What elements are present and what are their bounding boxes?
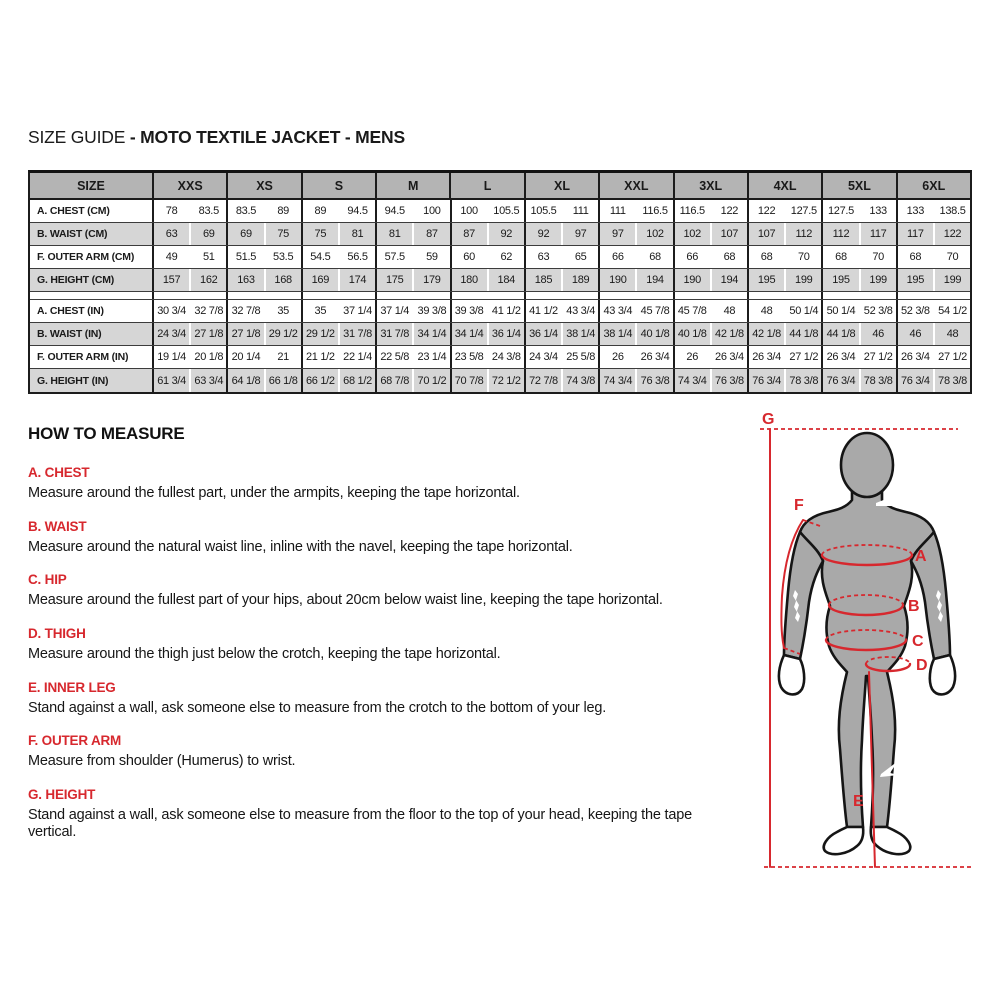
table-cell: 75 [264,223,301,245]
table-cell: 87 [450,223,487,245]
table-cell: 117 [896,223,933,245]
table-cell: 92 [487,223,524,245]
size-column-header: XXL [598,173,672,198]
table-cell: 199 [859,269,896,291]
table-corner-label: SIZE [77,178,105,193]
table-cell: 107 [747,223,784,245]
table-cell: 27 1/2 [933,346,970,368]
spacer-cell [673,292,710,299]
table-cell: 184 [487,269,524,291]
table-cell: 180 [450,269,487,291]
table-cell: 195 [896,269,933,291]
table-row [30,300,970,323]
right-hand [930,655,955,694]
table-cell: 195 [821,269,858,291]
table-cell: 50 1/4 [784,300,821,322]
row-label: A. CHEST (IN) [37,305,104,317]
table-cell: 44 1/8 [784,323,821,345]
table-cell: 32 7/8 [226,300,263,322]
table-cell: 19 1/4 [152,346,189,368]
table-cell: 68 [821,246,858,268]
spacer-cell [598,292,635,299]
how-to-measure-section [28,424,736,857]
table-cell: 26 [673,346,710,368]
table-cell: 78 3/8 [933,369,970,392]
table-cell: 94.5 [375,200,412,222]
figure-label-hip: C [912,633,924,650]
table-cell: 112 [821,223,858,245]
measure-item-description: Measure from shoulder (Humerus) to wrist. [28,753,296,770]
table-cell: 169 [301,269,338,291]
table-cell: 37 1/4 [375,300,412,322]
table-cell: 68 7/8 [375,369,412,392]
table-cell: 122 [710,200,747,222]
measure-item-description: Measure around the fullest part, under the armpits, keeping the tape horizontal. [28,485,520,501]
table-cell: 111 [598,200,635,222]
table-cell: 46 [859,323,896,345]
table-cell: 27 1/8 [226,323,263,345]
spacer-cell [784,292,821,299]
table-cell: 20 1/4 [226,346,263,368]
left-foot [824,827,864,854]
measure-item-description: Measure around the thigh just below the crotch, keeping the tape horizontal. [28,646,501,663]
table-cell: 29 1/2 [301,323,338,345]
table-cell: 127.5 [784,200,821,222]
table-cell: 70 [859,246,896,268]
spacer-cell [189,292,226,299]
table-cell: 97 [561,223,598,245]
table-cell: 112 [784,223,821,245]
table-cell: 83.5 [189,200,226,222]
table-cell: 54 1/2 [933,300,970,322]
spacer-cell [561,292,598,299]
table-cell: 78 3/8 [784,369,821,392]
measure-item-height [28,787,736,840]
table-cell: 105.5 [487,200,524,222]
table-row [30,369,970,392]
measure-item-chest [28,465,736,502]
table-cell: 68 [710,246,747,268]
table-cell: 37 1/4 [338,300,375,322]
table-cell: 53.5 [264,246,301,268]
table-cell: 26 3/4 [635,346,672,368]
spacer-cell [264,292,301,299]
measure-item-description: Measure around the natural waist line, inline with the navel, keeping the tape horizontal. [28,538,573,555]
spacer-cell [524,292,561,299]
table-cell: 75 [301,223,338,245]
table-cell: 100 [450,200,487,222]
spacer-cell [301,292,338,299]
figure-label-chest: A [915,548,927,565]
table-cell: 24 3/4 [524,346,561,368]
table-cell: 25 5/8 [561,346,598,368]
table-cell: 179 [412,269,449,291]
table-cell: 63 [152,223,189,245]
size-column-header: 3XL [673,173,747,198]
measure-item-label: G. HEIGHT [28,787,96,803]
table-cell: 65 [561,246,598,268]
table-cell: 35 [301,300,338,322]
table-cell: 168 [264,269,301,291]
table-cell: 40 1/8 [673,323,710,345]
page-title-product: - MOTO TEXTILE JACKET - MENS [129,127,405,147]
table-cell: 76 3/8 [635,369,672,392]
table-cell: 133 [859,200,896,222]
table-cell: 41 1/2 [487,300,524,322]
table-cell: 74 3/4 [598,369,635,392]
table-cell: 127.5 [821,200,858,222]
spacer-cell [710,292,747,299]
table-row [30,323,970,346]
measure-item-label: B. WAIST [28,518,87,534]
table-cell: 94.5 [338,200,375,222]
table-cell: 70 7/8 [450,369,487,392]
table-cell: 48 [710,300,747,322]
table-cell: 22 1/4 [338,346,375,368]
row-label: A. CHEST (CM) [37,205,110,217]
table-cell: 61 3/4 [152,369,189,392]
table-cell: 50 1/4 [821,300,858,322]
table-cell: 89 [301,200,338,222]
measure-item-outer-arm [28,733,736,770]
table-cell: 63 3/4 [189,369,226,392]
measure-item-label: D. THIGH [28,626,86,642]
measure-item-description: Stand against a wall, ask someone else to measure from the floor to the top of your head, keeping the tape vertical. [28,807,692,840]
table-cell: 52 3/8 [859,300,896,322]
torso-and-legs-silhouette [800,490,934,827]
table-cell: 26 3/4 [747,346,784,368]
table-cell: 45 7/8 [635,300,672,322]
table-row [30,223,970,246]
figure-label-waist: B [908,598,920,615]
size-column-header: L [449,173,523,198]
table-section-spacer [30,292,970,300]
table-cell: 27 1/8 [189,323,226,345]
table-cell: 68 [896,246,933,268]
table-cell: 190 [673,269,710,291]
size-chart-table [28,170,972,394]
size-column-header: 6XL [896,173,970,198]
table-cell: 36 1/4 [487,323,524,345]
measure-item-hip [28,572,736,609]
table-row [30,246,970,269]
size-column-header: 5XL [821,173,895,198]
table-cell: 83.5 [226,200,263,222]
table-cell: 52 3/8 [896,300,933,322]
size-column-header: 4XL [747,173,821,198]
table-cell: 35 [264,300,301,322]
table-cell: 105.5 [524,200,561,222]
spacer-cell [859,292,896,299]
table-cell: 43 3/4 [598,300,635,322]
table-cell: 49 [152,246,189,268]
table-cell: 102 [635,223,672,245]
table-cell: 72 1/2 [487,369,524,392]
table-cell: 174 [338,269,375,291]
table-cell: 51 [189,246,226,268]
table-cell: 66 [598,246,635,268]
table-cell: 26 3/4 [710,346,747,368]
page-title [28,127,405,148]
measure-item-thigh [28,626,736,663]
table-cell: 64 1/8 [226,369,263,392]
table-cell: 42 1/8 [710,323,747,345]
table-row [30,200,970,223]
table-cell: 70 [784,246,821,268]
row-label: G. HEIGHT (CM) [37,274,115,286]
table-cell: 194 [635,269,672,291]
table-cell: 194 [710,269,747,291]
table-cell: 74 3/8 [561,369,598,392]
table-cell: 76 3/4 [747,369,784,392]
spacer-cell [635,292,672,299]
table-cell: 72 7/8 [524,369,561,392]
table-cell: 133 [896,200,933,222]
measure-item-description: Stand against a wall, ask someone else to measure from the crotch to the bottom of your leg. [28,699,607,716]
table-cell: 48 [933,323,970,345]
table-cell: 44 1/8 [821,323,858,345]
table-cell: 76 3/4 [896,369,933,392]
table-cell: 78 3/8 [859,369,896,392]
table-cell: 122 [933,223,970,245]
spacer-cell [747,292,784,299]
row-label: F. OUTER ARM (CM) [37,251,135,263]
measure-item-label: E. INNER LEG [28,679,116,695]
table-cell: 162 [189,269,226,291]
table-cell: 81 [338,223,375,245]
size-column-header: M [375,173,449,198]
table-cell: 70 1/2 [412,369,449,392]
table-cell: 78 [152,200,189,222]
table-cell: 100 [412,200,449,222]
table-cell: 21 [264,346,301,368]
table-cell: 97 [598,223,635,245]
size-column-header: XS [226,173,300,198]
table-cell: 69 [226,223,263,245]
table-cell: 39 3/8 [412,300,449,322]
body-diagram-svg [740,408,990,884]
spacer-cell [933,292,970,299]
spacer-cell [375,292,412,299]
table-cell: 40 1/8 [635,323,672,345]
table-cell: 27 1/2 [784,346,821,368]
table-row [30,346,970,369]
spacer-cell [30,292,152,299]
table-cell: 29 1/2 [264,323,301,345]
figure-label-thigh: D [916,657,928,674]
table-cell: 190 [598,269,635,291]
figure-label-inner-leg: E [853,793,864,810]
table-cell: 122 [747,200,784,222]
table-cell: 45 7/8 [673,300,710,322]
table-cell: 60 [450,246,487,268]
spacer-cell [338,292,375,299]
spacer-cell [226,292,263,299]
table-cell: 66 1/8 [264,369,301,392]
size-column-header: XXS [152,173,226,198]
table-cell: 157 [152,269,189,291]
table-cell: 54.5 [301,246,338,268]
table-cell: 62 [487,246,524,268]
table-cell: 70 [933,246,970,268]
page-title-prefix: SIZE GUIDE [28,127,126,147]
table-cell: 63 [524,246,561,268]
figure-label-outer-arm: F [794,497,804,514]
table-cell: 26 3/4 [896,346,933,368]
table-cell: 76 3/8 [710,369,747,392]
table-cell: 27 1/2 [859,346,896,368]
spacer-cell [896,292,933,299]
table-cell: 199 [784,269,821,291]
row-label: G. HEIGHT (IN) [37,374,109,387]
table-cell: 43 3/4 [561,300,598,322]
table-cell: 41 1/2 [524,300,561,322]
table-cell: 39 3/8 [450,300,487,322]
size-column-header: XL [524,173,598,198]
table-cell: 59 [412,246,449,268]
table-cell: 23 5/8 [450,346,487,368]
row-label: B. WAIST (CM) [37,228,108,240]
head-silhouette [841,433,893,497]
measure-item-label: C. HIP [28,572,67,588]
table-cell: 34 1/4 [412,323,449,345]
table-cell: 69 [189,223,226,245]
spacer-cell [152,292,189,299]
table-cell: 195 [747,269,784,291]
body-measurement-diagram [740,408,990,884]
table-cell: 34 1/4 [450,323,487,345]
table-cell: 56.5 [338,246,375,268]
table-cell: 36 1/4 [524,323,561,345]
table-cell: 38 1/4 [561,323,598,345]
table-cell: 116.5 [673,200,710,222]
how-to-measure-heading: HOW TO MEASURE [28,424,185,443]
figure-label-height: G [762,411,775,428]
table-cell: 81 [375,223,412,245]
table-cell: 31 7/8 [375,323,412,345]
row-label: F. OUTER ARM (IN) [37,351,129,363]
spacer-cell [450,292,487,299]
left-hand [779,655,804,694]
table-cell: 68 [635,246,672,268]
measure-item-label: F. OUTER ARM [28,733,122,749]
table-cell: 199 [933,269,970,291]
table-cell: 26 3/4 [821,346,858,368]
size-column-header: S [301,173,375,198]
spacer-cell [487,292,524,299]
table-cell: 74 3/4 [673,369,710,392]
table-cell: 66 1/2 [301,369,338,392]
table-cell: 87 [412,223,449,245]
table-cell: 111 [561,200,598,222]
measure-item-description: Measure around the fullest part of your hips, about 20cm below waist line, keeping the tape horizontal. [28,592,663,609]
table-cell: 92 [524,223,561,245]
table-cell: 31 7/8 [338,323,375,345]
table-cell: 116.5 [635,200,672,222]
table-cell: 66 [673,246,710,268]
right-foot [871,827,911,854]
table-cell: 23 1/4 [412,346,449,368]
table-cell: 89 [264,200,301,222]
table-cell: 38 1/4 [598,323,635,345]
table-cell: 189 [561,269,598,291]
measure-item-label: A. CHEST [28,465,90,480]
measure-item-inner-leg [28,680,736,717]
table-cell: 20 1/8 [189,346,226,368]
table-cell: 32 7/8 [189,300,226,322]
table-cell: 102 [673,223,710,245]
table-cell: 76 3/4 [821,369,858,392]
table-cell: 107 [710,223,747,245]
spacer-cell [821,292,858,299]
table-cell: 24 3/4 [152,323,189,345]
table-cell: 68 [747,246,784,268]
table-cell: 117 [859,223,896,245]
table-cell: 68 1/2 [338,369,375,392]
table-cell: 42 1/8 [747,323,784,345]
table-cell: 138.5 [933,200,970,222]
table-cell: 175 [375,269,412,291]
table-cell: 185 [524,269,561,291]
table-cell: 26 [598,346,635,368]
table-cell: 48 [747,300,784,322]
row-label: B. WAIST (IN) [37,328,102,340]
table-cell: 57.5 [375,246,412,268]
table-cell: 163 [226,269,263,291]
table-cell: 22 5/8 [375,346,412,368]
table-cell: 21 1/2 [301,346,338,368]
measure-item-waist [28,519,736,556]
spacer-cell [412,292,449,299]
table-header-row [30,173,970,200]
table-row [30,269,970,292]
table-cell: 51.5 [226,246,263,268]
table-cell: 30 3/4 [152,300,189,322]
table-cell: 24 3/8 [487,346,524,368]
table-cell: 46 [896,323,933,345]
